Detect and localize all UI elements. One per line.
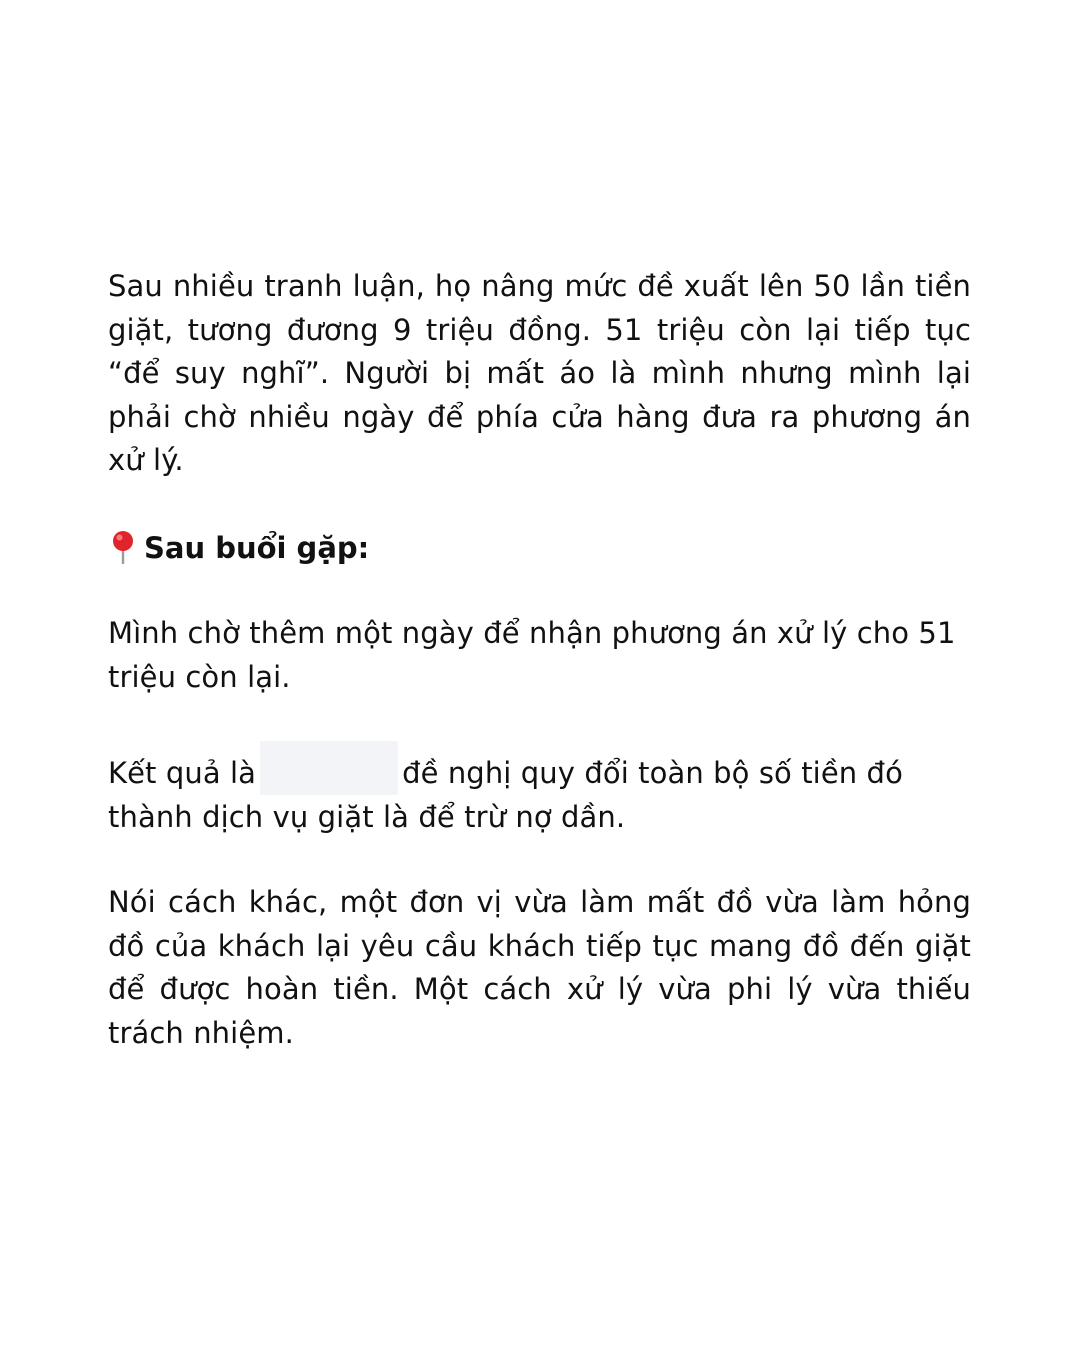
result-text-before: Kết quả là	[108, 756, 257, 790]
paragraph-result	[108, 741, 971, 839]
post-body	[108, 265, 971, 1055]
section-heading-text: Sau buổi gặp:	[144, 530, 370, 565]
round-pushpin-icon	[108, 530, 138, 564]
section-heading	[108, 527, 971, 571]
paragraph-negotiation: Sau nhiều tranh luận, họ nâng mức đề xuất lên 50 lần tiền giặt, tương đương 9 triệu đồng. 51 triệu còn lại tiếp tục “để suy nghĩ”. Người bị mất áo là mình nhưng mình lại phải chờ nhiều ngày để phía cửa hàng đưa ra phương án xử lý.	[108, 269, 971, 477]
paragraph-waiting: Mình chờ thêm một ngày để nhận phương án xử lý cho 51 triệu còn lại.	[108, 616, 956, 694]
result-text-after: đề nghị quy đổi toàn bộ số tiền đó thành dịch vụ giặt là để trừ nợ dần.	[108, 756, 903, 834]
paragraph-conclusion: Nói cách khác, một đơn vị vừa làm mất đồ vừa làm hỏng đồ của khách lại yêu cầu khách tiếp tục mang đồ đến giặt để được hoàn tiền. Một cách xử lý vừa phi lý vừa thiếu trách nhiệm.	[108, 885, 971, 1050]
redacted-name-block	[260, 741, 398, 795]
